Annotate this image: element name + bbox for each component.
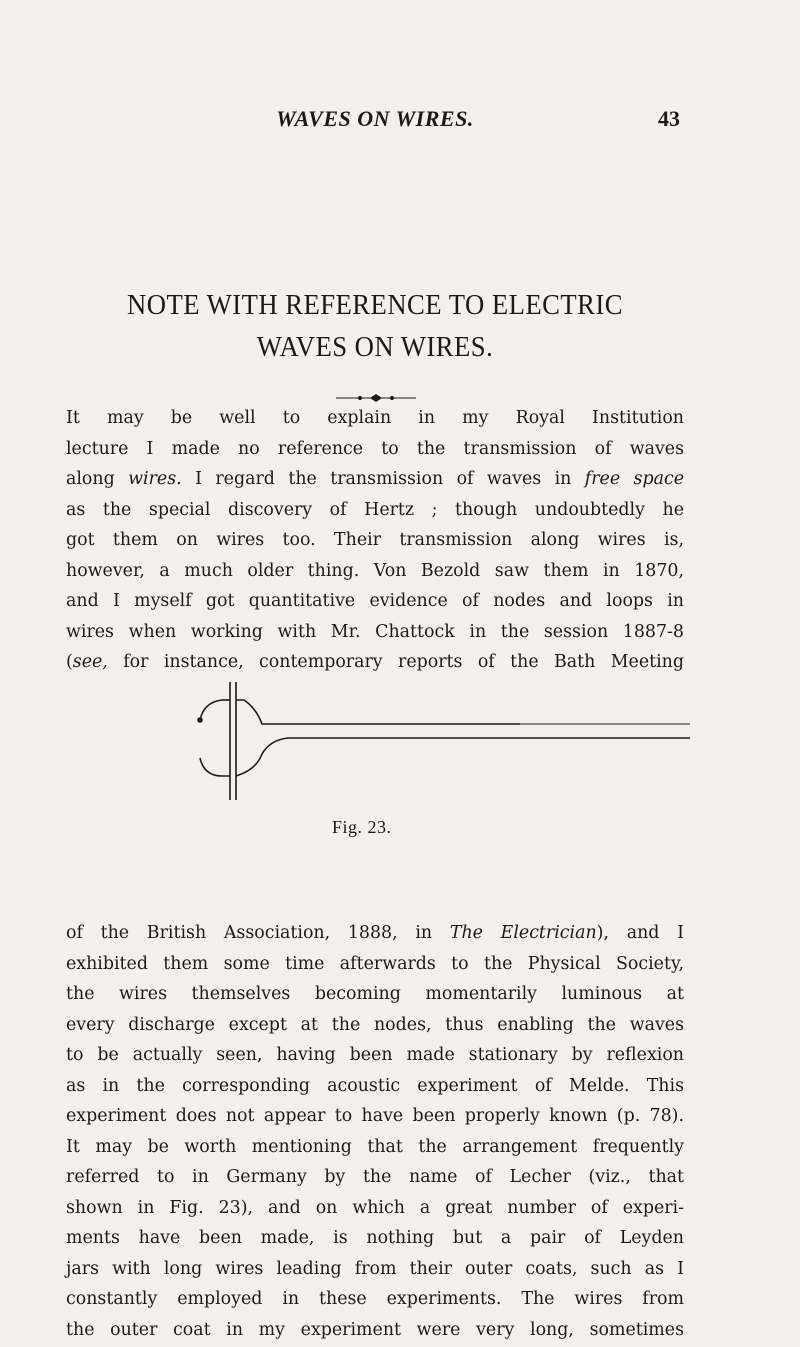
- paragraph-1: [66, 403, 684, 678]
- paragraph-1-line: got them on wires too. Their transmission along wires is,: [66, 530, 684, 550]
- paragraph-2-line: the outer coat in my experiment were very long, sometimes: [66, 1319, 684, 1340]
- paragraph-2-line: the wires themselves becoming momentarily luminous at: [66, 984, 684, 1004]
- text-run: for instance, contemporary reports of the Bath Meeting: [107, 652, 684, 672]
- chapter-title: [85, 284, 665, 368]
- paragraph-2-line: as in the corresponding acoustic experiment of Melde. This: [66, 1075, 684, 1096]
- paragraph-1-line: It may be well to explain in my Royal Institution: [66, 408, 684, 428]
- paragraph-1-line: however, a much older thing. Von Bezold saw them in 1870,: [66, 560, 684, 581]
- paragraph-1-line: as the special discovery of Hertz ; though undoubtedly he: [66, 499, 684, 520]
- chapter-title-line-2: WAVES ON WIRES.: [256, 331, 494, 363]
- figure-caption: Fig. 23.: [332, 817, 392, 837]
- paragraph-2: [66, 918, 684, 1345]
- paragraph-2-line: constantly employed in these experiments. The wires from: [66, 1289, 684, 1309]
- lower-wire: [236, 738, 690, 776]
- figure-23-lecher-wires: [170, 680, 690, 825]
- running-head: [70, 106, 680, 142]
- paragraph-2-line: exhibited them some time afterwards to the Physical Society,: [66, 953, 684, 974]
- paragraph-2-line: every discharge except at the nodes, thus enabling the waves: [66, 1014, 684, 1035]
- leyden-jar-left: [200, 700, 230, 776]
- italic-text: free space: [584, 469, 684, 489]
- italic-text: The Electrician: [449, 923, 597, 943]
- paragraph-1-line: [66, 647, 684, 678]
- paragraph-2-line: to be actually seen, having been made stationary by reflexion: [66, 1045, 684, 1065]
- page-number: 43: [658, 106, 680, 131]
- paragraph-1-line: [66, 464, 684, 495]
- paragraph-1-line: wires when working with Mr. Chattock in the session 1887-8: [66, 621, 684, 642]
- paragraph-1-line: lecture I made no reference to the transmission of waves: [66, 438, 684, 459]
- paragraph-1-line: and I myself got quantitative evidence of nodes and loops in: [66, 591, 684, 611]
- text-run: of the British Association, 1888, in: [66, 923, 450, 943]
- upper-wire: [236, 700, 520, 724]
- paragraph-2-line: [66, 918, 684, 949]
- paragraph-2-line: It may be worth mentioning that the arrangement frequently: [66, 1136, 684, 1157]
- text-run: along: [66, 469, 129, 489]
- paragraph-2-line: referred to in Germany by the name of Lecher (viz., that: [66, 1167, 684, 1187]
- text-run: ), and I: [596, 923, 684, 943]
- paragraph-2-line: experiment does not appear to have been properly known (p. 78).: [66, 1106, 684, 1126]
- italic-text: see,: [72, 652, 108, 672]
- text-run: I regard the transmission of waves in: [181, 469, 585, 489]
- text-run: (: [66, 652, 73, 672]
- italic-text: wires.: [128, 469, 182, 489]
- chapter-title-line-1: NOTE WITH REFERENCE TO ELECTRIC: [127, 289, 623, 321]
- paragraph-2-line: jars with long wires leading from their outer coats, such as I: [66, 1258, 684, 1279]
- running-title: WAVES ON WIRES.: [276, 106, 474, 131]
- paragraph-2-line: shown in Fig. 23), and on which a great number of experi-: [66, 1197, 684, 1218]
- paragraph-2-line: ments have been made, is nothing but a pair of Leyden: [66, 1228, 684, 1248]
